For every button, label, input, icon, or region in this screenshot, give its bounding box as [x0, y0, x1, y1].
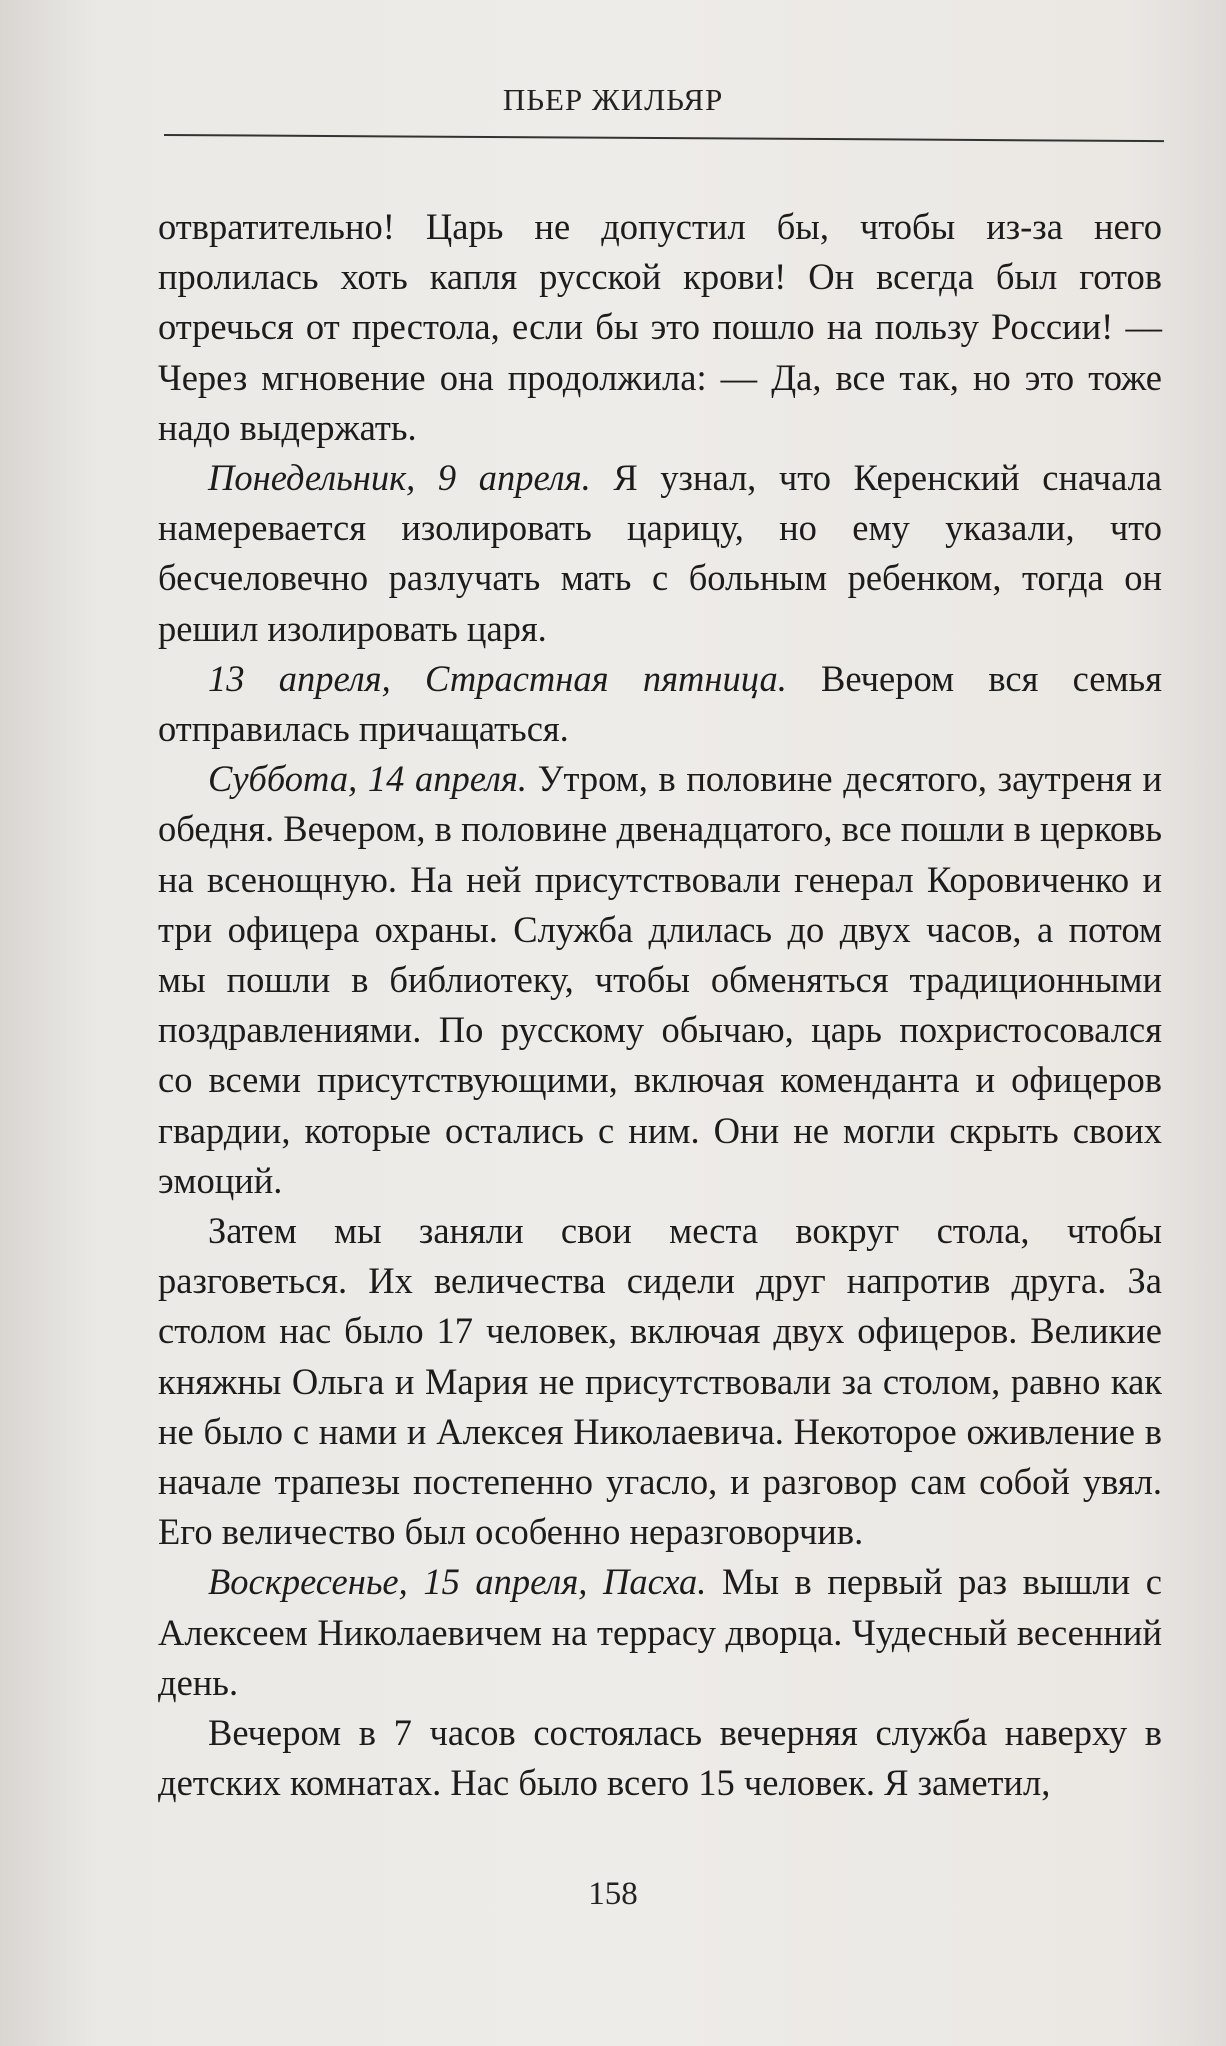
diary-date: Воскресенье, 15 апреля, Пасха. [208, 1561, 707, 1603]
paragraph-7 [158, 1708, 1162, 1808]
paragraph-2 [158, 453, 1162, 654]
diary-date: 13 апреля, Страстная пятница. [208, 657, 787, 699]
page-number: 158 [588, 1876, 638, 1912]
body-text [158, 202, 1162, 1809]
paragraph-text: Я узнал, что Керенский сначала намеревается изолировать царицу, но ему указали, что бесчеловечно разлучать мать с больным ребенком, тогда он решил изолировать царя. [158, 457, 1163, 649]
paragraph-text: Затем мы заняли свои места вокруг стола, чтобы разговеться. Их величества сидели друг напротив друга. За столом нас было 17 человек, включая двух офицеров. Великие княжны Ольга и Мария не присутствовали за столом, равно как не было с нами и Алексея Николаевича. Некоторое оживление в начале трапезы постепенно угасло, и разговор сам собой увял. Его величество был особенно неразговорчив. [158, 1210, 1162, 1553]
diary-date: Понедельник, 9 апреля. [208, 457, 591, 499]
paragraph-text: Утром, в половине десятого, заутреня и обедня. Вечером, в половине двенадцатого, все пошли в церковь на всенощную. На ней присутствовали генерал Коровиченко и три офицера охраны. Служба длилась до двух часов, а потом мы пошли в библиотеку, чтобы обменяться традиционными поздравлениями. По русскому обычаю, царь похристосовался со всеми присутствующими, включая коменданта и офицеров гвардии, которые остались с ним. Они не могли скрыть своих эмоций. [158, 758, 1163, 1201]
paragraph-text: Вечером вся семья отправилась причащаться. [158, 657, 1162, 750]
paragraph-text: Вечером в 7 часов состоялась вечерняя служба наверху в детских комнатах. Нас было всего 15 человек. Я заметил, [158, 1712, 1162, 1804]
paragraph-4 [158, 754, 1162, 1206]
paragraph-6 [158, 1557, 1162, 1708]
paragraph-1 [158, 202, 1162, 453]
paragraph-text: Мы в первый раз вышли с Алексеем Николаевичем на террасу дворца. Чудесный весенний день. [158, 1561, 1162, 1703]
paragraph-text: отвратительно! Царь не допустил бы, чтобы из-за него пролилась хоть капля русской крови! Он всегда был готов отречься от престола, если бы это пошло на пользу России! — Через мгновение она продолжила: — Да, все так, но это тоже надо выдержать. [158, 206, 1162, 448]
running-head-title: ПЬЕР ЖИЛЬЯР [502, 82, 724, 117]
paragraph-3 [158, 654, 1162, 754]
header-rule [164, 134, 1164, 142]
paragraph-5 [158, 1206, 1162, 1557]
diary-date: Суббота, 14 апреля. [208, 758, 527, 800]
